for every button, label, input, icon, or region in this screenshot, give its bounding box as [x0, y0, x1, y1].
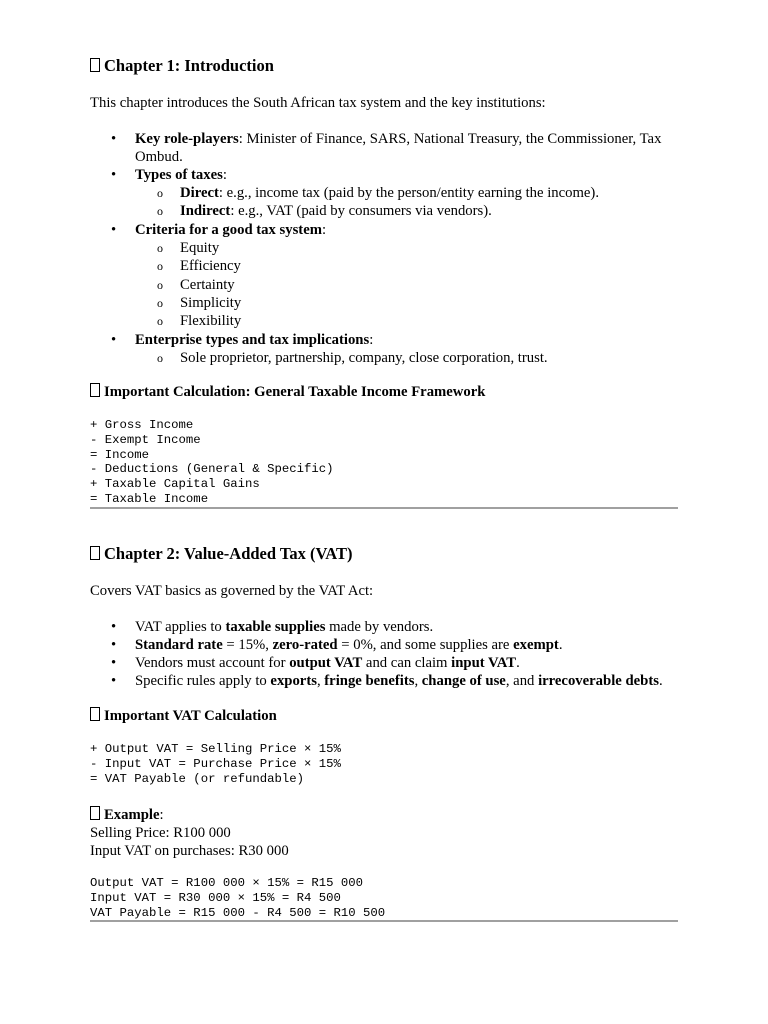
example-heading: [90, 806, 164, 824]
list-item-text: Vendors must account for: [135, 655, 290, 671]
chapter-2-heading: [90, 544, 352, 564]
list-item-label: Enterprise types and tax implications: [135, 331, 370, 348]
list-item-text: :: [222, 167, 227, 183]
sub-list-item-label: Direct: [180, 185, 219, 201]
sub-list-item-text: Flexibility: [180, 313, 242, 330]
missing-glyph-icon: [90, 806, 100, 820]
list-item-text: :: [321, 221, 327, 238]
list-item-emphasis: irrecoverable debts: [538, 673, 659, 689]
calc-heading-2: [90, 707, 277, 725]
taxable-income-code-block: + Gross Income - Exempt Income = Income - Deductions (General & Specific) + Taxable Capital Gains = Taxable Income: [90, 418, 678, 509]
sub-list-item: [135, 294, 678, 312]
sub-list-item: [135, 312, 678, 330]
list-item: [90, 672, 678, 690]
missing-glyph-icon: [90, 58, 100, 72]
sub-list: [135, 349, 678, 367]
calc-heading-1: [90, 383, 485, 401]
list-item-text: = 0%, and some supplies are: [337, 637, 514, 653]
sub-list: [135, 184, 678, 221]
list-item-emphasis: output VAT: [289, 655, 363, 671]
calc-title-2: Important VAT Calculation: [104, 708, 277, 724]
chapter-2-title: Chapter 2: Value-Added Tax (VAT): [104, 544, 353, 563]
list-item: [90, 331, 678, 367]
sub-list-item-text: : e.g., income tax (paid by the person/entity earning the income).: [218, 185, 600, 201]
list-item-emphasis: zero-rated: [272, 637, 338, 653]
list-item-text: .: [516, 655, 520, 671]
list-item-label: Key role-players: [135, 131, 239, 147]
sub-list-item: [135, 257, 678, 275]
vat-calc-code-block: + Output VAT = Selling Price × 15% - Input VAT = Purchase Price × 15% = VAT Payable (or refundable): [90, 742, 341, 786]
calc-title-1: Important Calculation: General Taxable Income Framework: [104, 384, 486, 400]
list-item: [90, 166, 678, 221]
example-label: Example: [104, 807, 160, 823]
sub-list-item: [135, 349, 678, 367]
list-item-emphasis: change of use: [421, 673, 506, 689]
list-item-emphasis: taxable supplies: [225, 619, 326, 635]
missing-glyph-icon: [90, 546, 100, 560]
list-item-emphasis: Standard rate: [135, 637, 223, 653]
list-item-emphasis: input VAT: [451, 655, 517, 671]
list-item-text: ,: [414, 673, 422, 689]
sub-list-item-text: : e.g., VAT (paid by consumers via vendors).: [230, 203, 492, 220]
chapter-1-heading: [90, 56, 274, 76]
list-item-emphasis: fringe benefits: [324, 673, 415, 689]
chapter-1-intro: This chapter introduces the South African tax system and the key institutions:: [90, 95, 546, 111]
sub-list-item-text: Equity: [180, 239, 220, 256]
vat-example-code-block: Output VAT = R100 000 × 15% = R15 000 Input VAT = R30 000 × 15% = R4 500 VAT Payable = R15 000 - R4 500 = R10 500: [90, 876, 678, 922]
sub-list-item-text: Certainty: [180, 276, 235, 293]
missing-glyph-icon: [90, 383, 100, 397]
list-item-text: and can claim: [362, 655, 452, 671]
example-colon: :: [159, 807, 164, 823]
sub-list-item-text: Simplicity: [180, 295, 242, 312]
list-item: [90, 130, 678, 166]
list-item-text: : Minister of Finance, SARS, National Treasury, the Commissioner, Tax Ombud.: [135, 131, 662, 165]
list-item-emphasis: exports: [270, 673, 317, 689]
sub-list-item-text: Sole proprietor, partnership, company, close corporation, trust.: [180, 349, 548, 366]
chapter-1-title: Chapter 1: Introduction: [104, 56, 274, 75]
sub-list: [135, 239, 678, 331]
list-item-text: made by vendors.: [325, 619, 434, 635]
list-item-text: ,: [316, 673, 325, 689]
chapter-2-intro: Covers VAT basics as governed by the VAT Act:: [90, 583, 374, 599]
list-item-text: .: [558, 637, 563, 653]
list-item: [90, 618, 678, 636]
sub-list-item: [135, 184, 678, 202]
chapter-1-list: [90, 130, 678, 367]
sub-list-item: [135, 239, 678, 257]
list-item-text: :: [369, 331, 374, 348]
list-item-label: Criteria for a good tax system: [135, 221, 322, 238]
list-item: [90, 654, 678, 672]
list-item-text: = 15%,: [222, 637, 273, 653]
example-line-2: Input VAT on purchases: R30 000: [90, 843, 289, 859]
example-line-1: Selling Price: R100 000: [90, 825, 231, 841]
list-item-text: , and: [505, 673, 539, 689]
chapter-2-list: [90, 618, 678, 690]
list-item-text: Specific rules apply to: [135, 673, 271, 689]
sub-list-item-label: Indirect: [180, 203, 231, 220]
sub-list-item-text: Efficiency: [180, 258, 241, 275]
list-item-text: VAT applies to: [135, 619, 226, 635]
list-item-label: Types of taxes: [135, 167, 223, 183]
list-item-emphasis: exempt: [513, 637, 559, 653]
sub-list-item: [135, 202, 678, 220]
list-item-text: .: [658, 673, 663, 689]
list-item: [90, 221, 678, 331]
missing-glyph-icon: [90, 707, 100, 721]
sub-list-item: [135, 276, 678, 294]
list-item: [90, 636, 678, 654]
